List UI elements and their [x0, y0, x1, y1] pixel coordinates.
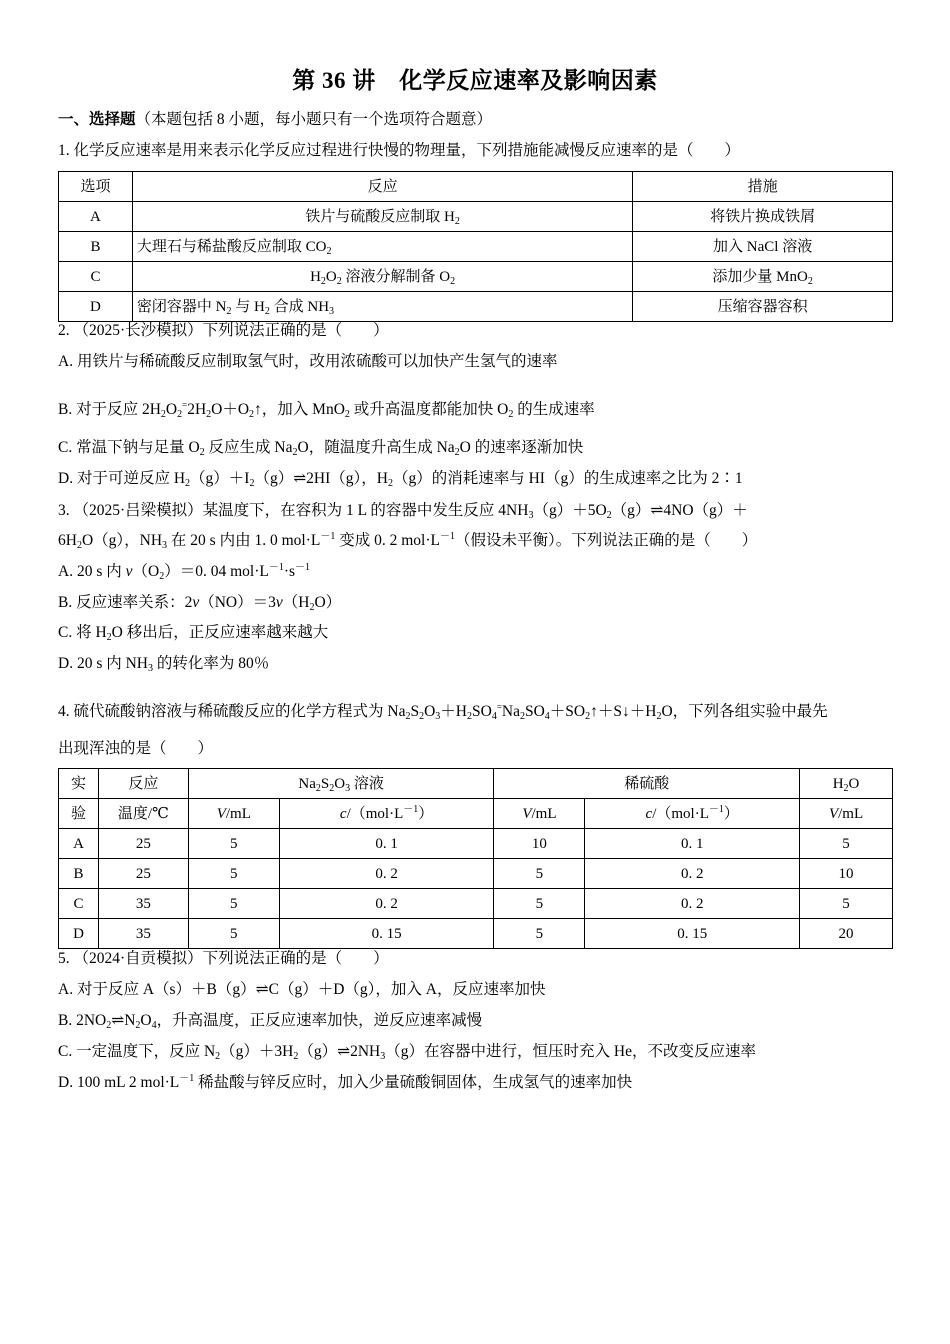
q3-option-d-prefix: D. 20 s 内 NH: [58, 655, 148, 672]
q4-cell-v2: 5: [494, 859, 585, 889]
q4-table: [58, 768, 893, 949]
q1-measure: 压缩容器容积: [633, 292, 893, 322]
table-row: [59, 829, 893, 859]
q4-cell-v2: 5: [494, 919, 585, 949]
q2-option-b: B. 对于反应 $2H_2O_2^=2H_2O+O_2↑$，加入 MnO$_2$ 或升高温度都能加快 $O_2$ 的生成速率: [58, 400, 595, 420]
q1-header-row: [59, 172, 893, 202]
q4-header-temp: 反应: [98, 769, 188, 799]
section-label: 一、选择题: [58, 111, 136, 128]
q1-reaction: 大理石与稀盐酸反应制取 $CO_2$: [132, 232, 632, 262]
q1-reaction: 密闭容器中 $N_2$ 与 $H_2$ 合成 $NH_3$: [132, 292, 632, 322]
section-heading: [58, 110, 492, 130]
q1-option: D: [59, 292, 133, 322]
q4-cell-c2: 0. 1: [585, 829, 800, 859]
q4-cell-c2: 0. 15: [585, 919, 800, 949]
q1-header-reaction: 反应: [132, 172, 632, 202]
table-row: [59, 262, 893, 292]
q1-measure: 添加少量 MnO$_2$: [633, 262, 893, 292]
q4-cell-v2: 5: [494, 889, 585, 919]
q4-header-row-1: [59, 769, 893, 799]
q4-cell-c1: 0. 15: [279, 919, 494, 949]
q4-header-acid: 稀硫酸: [494, 769, 800, 799]
q4-header-v2: V/mL: [494, 799, 585, 829]
q4-cell-v1: 5: [188, 829, 279, 859]
q3-option-a: A. 20 s 内 $v(O_2)=0$. 04 $mol\cdot L^{-1}\cdot s^{-1}$: [58, 562, 311, 582]
q4-cell-v1: 5: [188, 859, 279, 889]
q1-measure: 将铁片换成铁屑: [633, 202, 893, 232]
q4-cell-c1: 0. 1: [279, 829, 494, 859]
table-row: [59, 232, 893, 262]
q1-reaction: $H_2O_2$ 溶液分解制备 $O_2$: [132, 262, 632, 292]
table-row: [59, 859, 893, 889]
q4-cell-v1: 5: [188, 919, 279, 949]
q4-header-na2s2o3: $Na_2S_2O_3$ 溶液: [188, 769, 494, 799]
q4-cell-c1: 0. 2: [279, 859, 494, 889]
q4-header-exp-2: 验: [59, 799, 99, 829]
q4-header-water: $H_2O$: [800, 769, 893, 799]
q4-header-row-2: [59, 799, 893, 829]
q4-cell-exp: B: [59, 859, 99, 889]
q4-cell-v3: 20: [800, 919, 893, 949]
q2-option-a: A. 用铁片与稀硫酸反应制取氢气时，改用浓硫酸可以加快产生氢气的速率: [58, 353, 558, 370]
q4-stem-line1: 4. 硫代硫酸钠溶液与稀硫酸反应的化学方程式为 $Na_2S_2O_3+H_2SO_4^=Na_2SO_4+SO_2↑+S↓+H_2O$，下列各组实验中最先: [58, 702, 828, 722]
q4-cell-temp: 25: [98, 859, 188, 889]
q4-cell-v3: 5: [800, 829, 893, 859]
q5-option-a: A. 对于反应 A（s）＋B（g）⇌C（g）＋D（g），加入 A，反应速率加快: [58, 981, 546, 998]
q2-stem: 2. （2025·长沙模拟）下列说法正确的是（ ）: [58, 322, 389, 339]
q5-stem: 5. （2024·自贡模拟）下列说法正确的是（ ）: [58, 950, 389, 967]
q1-header-option: 选项: [59, 172, 133, 202]
q1-reaction: 铁片与硫酸反应制取 $H_2$: [132, 202, 632, 232]
q3-option-b: B. 反应速率关系：$2v(NO)=3v(H_2O)$: [58, 594, 342, 613]
q1-option: A: [59, 202, 133, 232]
q1-header-measure: 措施: [633, 172, 893, 202]
q1-option: B: [59, 232, 133, 262]
q4-stem-line2: 出现浑浊的是（ ）: [58, 740, 214, 757]
q3-stem-line1: 3. （2025·吕梁模拟）某温度下，在容积为 1 L 的容器中发生反应 $4NH_3(g)+5O_2(g)\rightleftharpoons 4NO(g)+$: [58, 502, 748, 521]
q2-option-d: D. 对于可逆反应 $H_2(g)+I_2(g)\rightleftharpoons 2HI(g)$，$H_2(g)$的消耗速率与 HI（g）的生成速率之比为 2∶1: [58, 470, 743, 489]
q4-header-v1: V/mL: [188, 799, 279, 829]
q3-stem-line2: $6H_2O(g)$，$NH_3$ 在 20 s 内由 1. 0 $mol\cdot L^{-1}$ 变成 0. 2 $mol\cdot L^{-1}$（假设未平衡）。下列说法正确的是（ ）: [58, 531, 758, 551]
q4-header-temp-unit: 温度/℃: [98, 799, 188, 829]
table-row: [59, 292, 893, 322]
q4-cell-v1: 5: [188, 889, 279, 919]
q4-cell-v3: 10: [800, 859, 893, 889]
q5-option-b: B. $2NO_2\rightleftharpoons N_2O_4$，升高温度，正反应速率加快，逆反应速率减慢: [58, 1012, 483, 1031]
page-title: 第 36 讲 化学反应速率及影响因素: [292, 68, 658, 93]
q4-header-v3: V/mL: [800, 799, 893, 829]
q1-stem: 1. 化学反应速率是用来表示化学反应过程进行快慢的物理量，下列措施能减慢反应速率的是（ ）: [58, 142, 741, 159]
q4-cell-exp: A: [59, 829, 99, 859]
q4-cell-exp: D: [59, 919, 99, 949]
q1-table: [58, 171, 893, 322]
q4-cell-v3: 5: [800, 889, 893, 919]
q4-cell-temp: 35: [98, 889, 188, 919]
q3-option-d: D. 20 s 内 $NH_3$ 的转化率为 80％: [58, 655, 270, 674]
q4-header-c1: $c/(mol\cdot L^{-1})$: [279, 799, 494, 829]
q4-cell-temp: 35: [98, 919, 188, 949]
q4-cell-c2: 0. 2: [585, 889, 800, 919]
q4-header-exp: 实: [59, 769, 99, 799]
q1-measure: 加入 NaCl 溶液: [633, 232, 893, 262]
q2-option-c: C. 常温下钠与足量 $O_2$ 反应生成 $Na_2O$，随温度升高生成 $Na_2O$ 的速率逐渐加快: [58, 439, 584, 458]
section-note: （本题包括 8 小题，每小题只有一个选项符合题意）: [135, 111, 493, 128]
table-row: [59, 889, 893, 919]
q5-option-d: D. 100 mL 2 $mol\cdot L^{-1}$ 稀盐酸与锌反应时，加入少量硫酸铜固体，生成氢气的速率加快: [58, 1073, 633, 1091]
q4-cell-exp: C: [59, 889, 99, 919]
q4-cell-c1: 0. 2: [279, 889, 494, 919]
q3-option-c: C. 将 $H_2O$ 移出后，正反应速率越来越大: [58, 624, 329, 643]
q1-option: C: [59, 262, 133, 292]
q4-cell-c2: 0. 2: [585, 859, 800, 889]
table-row: [59, 202, 893, 232]
table-row: [59, 919, 893, 949]
q4-cell-temp: 25: [98, 829, 188, 859]
q4-header-c2: $c/(mol\cdot L^{-1})$: [585, 799, 800, 829]
q5-option-c: C. 一定温度下，反应 $N_2(g)+3H_2(g)\rightleftharpoons 2NH_3(g)$在容器中进行，恒压时充入 He，不改变反应速率: [58, 1043, 756, 1062]
q4-cell-v2: 10: [494, 829, 585, 859]
